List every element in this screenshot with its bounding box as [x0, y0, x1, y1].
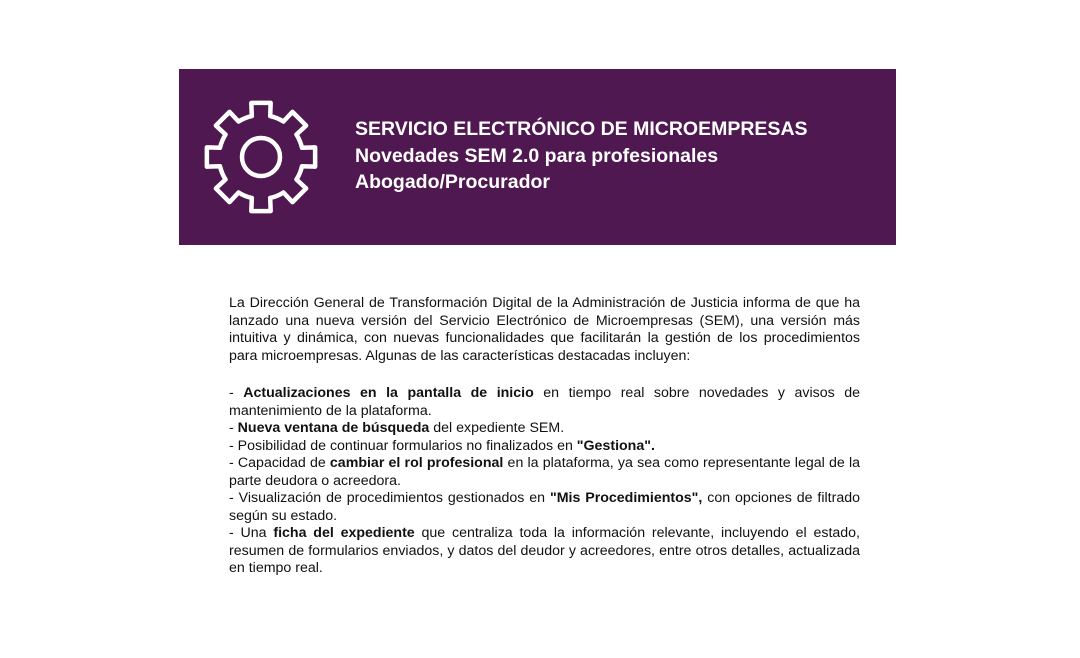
banner-titles: [355, 116, 808, 196]
feature-item: - Visualización de procedimientos gestionados en "Mis Procedimientos", con opciones de filtrado según su estado.: [229, 490, 860, 524]
feature-highlight: Actualizaciones en la pantalla de inicio: [243, 385, 534, 401]
feature-item: - Una ficha del expediente que centraliza toda la información relevante, incluyendo el estado, resumen de formularios enviados, y datos del deudor y acreedores, entre otros detalles, actualizada en tiempo real.: [229, 525, 861, 576]
feature-item: - Actualizaciones en la pantalla de inicio en tiempo real sobre novedades y avisos de mantenimiento de la plataforma.: [229, 385, 861, 419]
announcement-body: [229, 295, 860, 578]
banner-title: SERVICIO ELECTRÓNICO DE MICROEMPRESAS: [355, 118, 808, 140]
feature-item: - Nueva ventana de búsqueda del expediente SEM.: [229, 420, 565, 436]
feature-highlight: cambiar el rol profesional: [329, 455, 504, 471]
feature-highlight: "Mis Procedimientos",: [549, 490, 703, 506]
feature-highlight: "Gestiona".: [576, 437, 655, 454]
feature-item: - Capacidad de cambiar el rol profesional en la plataforma, ya sea como representante legal de la parte deudora o acreedora.: [229, 455, 860, 489]
intro-paragraph: La Dirección General de Transformación Digital de la Administración de Justicia informa de que ha lanzado una nueva versión del Servicio Electrónico de Microempresas (SEM), una versión más intuitiva y dinámica, con nuevas funcionalidades que facilitarán la gestión de los procedimientos para microempresas. Algunas de las características destacadas incluyen:: [229, 295, 860, 364]
feature-highlight: ficha del expediente: [273, 525, 415, 541]
feature-item: - Posibilidad de continuar formularios no finalizados en "Gestiona".: [229, 437, 655, 454]
banner-audience: Abogado/Procurador: [355, 171, 551, 193]
gear-icon: [201, 98, 321, 216]
banner-subtitle: Novedades SEM 2.0 para profesionales: [355, 144, 719, 167]
feature-highlight: Nueva ventana de búsqueda: [237, 420, 430, 436]
